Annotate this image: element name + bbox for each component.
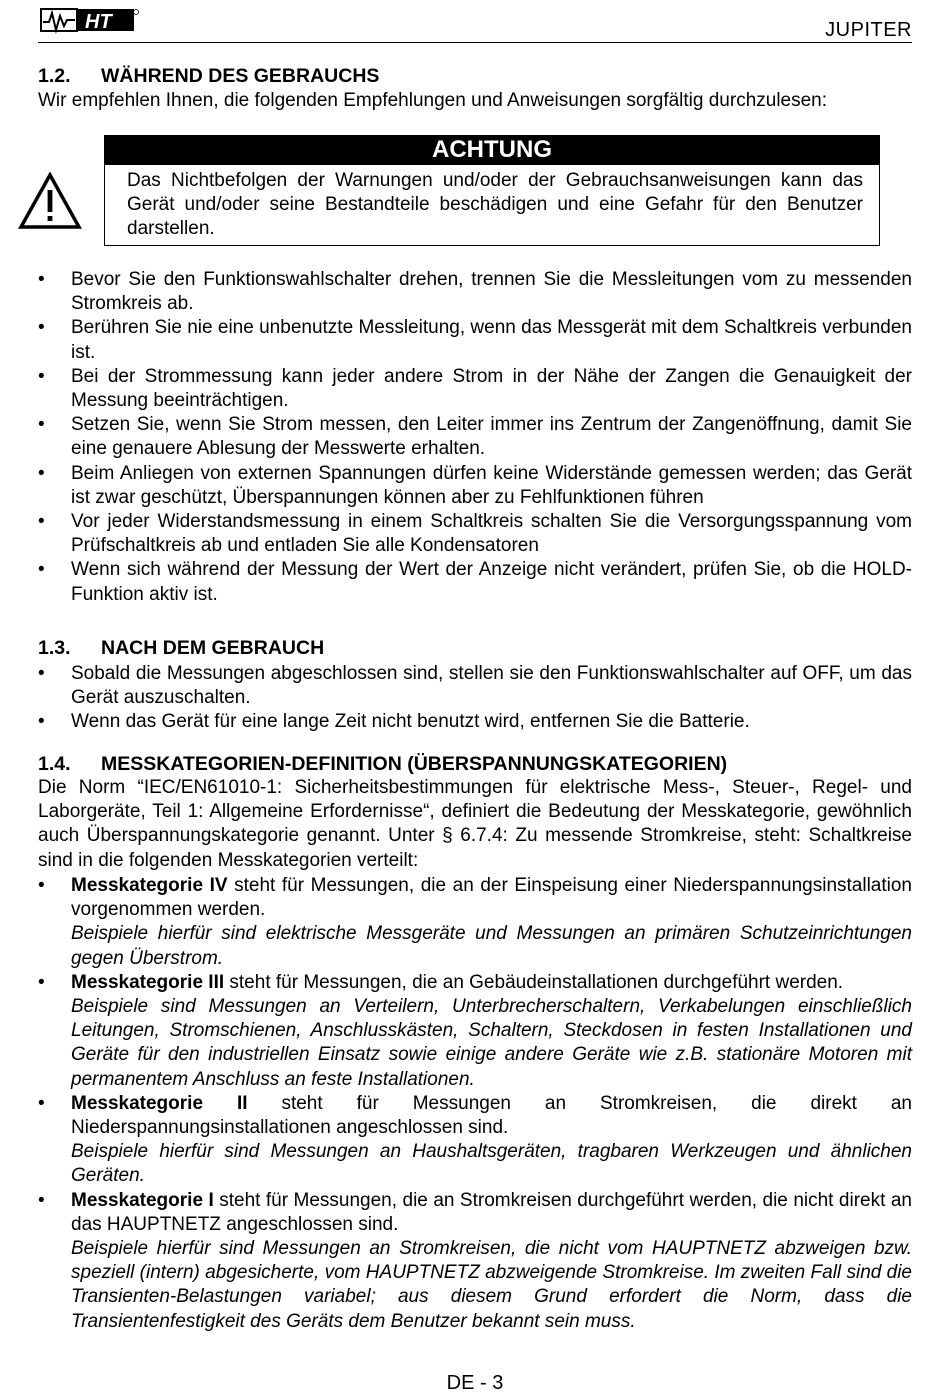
category-label: Messkategorie II [71,1092,248,1114]
category-list [38,874,912,1334]
svg-text:HT: HT [85,11,112,33]
list-item: • Messkategorie I steht für Messungen, die an Stromkreisen durchgeführt werden, die nicht direkt an das HAUPTNETZ angeschlossen sind. Beispiele hierfür sind Messungen an Stromkreisen, die nicht vom HAUPTNETZ abzweigen bzw. speziell (intern) abgesicherte, vom HAUPTNETZ abzweigende Stromkreise. Im zweiten Fall sind die Transienten-Belastungen variabel; aus diesem Grund erfordert die Norm, dass die Transientenfestigkeit des Geräts dem Benutzer bekannt sein muss. [38,1189,912,1334]
list-item: • Wenn das Gerät für eine lange Zeit nicht benutzt wird, entfernen Sie die Batterie. [38,710,912,734]
bullet-icon: • [38,317,45,339]
warning-box [104,135,880,246]
bullet-icon: • [38,875,45,896]
list-item: • Vor jeder Widerstandsmessung in einem Schaltkreis schalten Sie die Versorgungsspannung vom Prüfschaltkreis ab und entladen Sie alle Kondensatoren [38,511,912,557]
bullet-icon: • [38,269,45,290]
list-item: • Beim Anliegen von externen Spannungen dürfen keine Widerstände gemessen werden; das Gerät ist zwar geschützt, Überspannungen können aber zu Fehlfunktionen führen [38,462,912,508]
section-1-3-list [38,662,912,735]
bullet-icon: • [38,711,45,733]
bullet-icon: • [38,365,45,387]
section-1-4-intro: Die Norm “IEC/EN61010-1: Sicherheitsbestimmungen für elektrische Mess-, Steuer-, Regel- und Laborgeräte, Teil 1: Allgemeine Erfordernisse“, definiert die Bedeutung der Messkategorie, gewöhnlich auch Überspannungskategorie genannt. Unter § 6.7.4: Zu messende Stromkreise, steht: Schaltkreise sind in die folgenden Messkategorien verteilt: [38,777,912,871]
section-1-2-intro: Wir empfehlen Ihnen, die folgenden Empfehlungen und Anweisungen sorgfältig durchzulesen: [38,90,828,111]
category-example: Beispiele hierfür sind Messungen an Stromkreisen, die nicht vom HAUPTNETZ abzweigen bzw. speziell (intern) abgesicherte, vom HAUPTNETZ abzweigende Stromkreise. Im zweiten Fall sind die Transienten-Belastungen variabel; aus diesem Grund erfordert die Norm, dass die Transientenfestigkeit des Geräts dem Benutzer bekannt sein muss. [71,1238,912,1332]
list-item: • Messkategorie II steht für Messungen an Stromkreisen, die direkt an Niederspannungsinstallationen angeschlossen sind. Beispiele hierfür sind Messungen an Haushaltsgeräten, tragbaren Werkzeugen und ähnlichen Geräten. [38,1092,912,1189]
category-label: Messkategorie I [71,1189,214,1211]
section-number: 1.3. [38,637,71,659]
page-number: DE - 3 [446,1372,504,1394]
section-1-2-heading [38,64,379,88]
bullet-icon: • [38,1189,45,1211]
list-item: • Bevor Sie den Funktionswahlschalter drehen, trennen Sie die Messleitungen vom zu messenden Stromkreis ab. [38,269,912,315]
page-header [38,6,912,43]
section-number: 1.2. [38,65,71,87]
bullet-icon: • [38,414,45,436]
bullet-icon: • [38,559,45,581]
list-item: • Setzen Sie, wenn Sie Strom messen, den Leiter immer ins Zentrum der Zangenöffnung, damit Sie eine genauere Ablesung der Messwerte erhalten. [38,414,912,460]
section-number: 1.4. [38,753,71,775]
list-item: • Wenn sich während der Messung der Wert der Anzeige nicht verändert, prüfen Sie, ob die HOLD-Funktion aktiv ist. [38,559,912,605]
ht-logo-icon [40,8,140,36]
category-example: Beispiele hierfür sind Messungen an Haushaltsgeräten, tragbaren Werkzeugen und ähnlichen Geräten. [71,1141,912,1187]
list-item: • Messkategorie III steht für Messungen, die an Gebäudeinstallationen durchgeführt werden. Beispiele sind Messungen an Verteilern, Unterbrecherschaltern, Verkabelungen einschließlich Leitungen, Stromschienen, Anschlusskästen, Schaltern, Steckdosen in festen Installationen und Geräte für den industriellen Einsatz sowie einige andere Geräte wie z.B. stationäre Motoren mit permanentem Anschluss an feste Installationen. [38,971,912,1092]
bullet-icon: • [38,462,45,484]
list-item: • Messkategorie IV steht für Messungen, die an der Einspeisung einer Niederspannungsinstallation vorgenommen werden. Beispiele hierfür sind elektrische Messgeräte und Messungen an primären Schutzeinrichtungen gegen Überstrom. [38,874,912,971]
warning-triangle-icon [18,172,82,230]
section-1-3-heading [38,636,324,660]
warning-heading: ACHTUNG [104,135,880,165]
category-label: Messkategorie IV [71,875,228,896]
list-item: • Sobald die Messungen abgeschlossen sind, stellen sie den Funktionswahlschalter auf OFF, um das Gerät auszuschalten. [38,663,912,709]
bullet-icon: • [38,511,45,533]
list-item: • Berühren Sie nie eine unbenutzte Messleitung, wenn das Messgerät mit dem Schaltkreis verbunden ist. [38,317,912,363]
list-item: • Bei der Strommessung kann jeder andere Strom in der Nähe der Zangen die Genauigkeit der Messung beeinträchtigen. [38,365,912,412]
document-title: JUPITER [825,19,912,41]
category-label: Messkategorie III [71,971,225,993]
category-example: Beispiele hierfür sind elektrische Messgeräte und Messungen an primären Schutzeinrichtungen gegen Überstrom. [71,923,912,969]
bullet-icon: • [38,1092,45,1114]
bullet-icon: • [38,663,45,684]
section-title: MESSKATEGORIEN-DEFINITION (ÜBERSPANNUNGSKATEGORIEN) [101,753,728,775]
section-title: NACH DEM GEBRAUCH [101,637,325,659]
section-1-4-heading [38,752,727,776]
bullet-icon: • [38,971,45,993]
section-title: WÄHREND DES GEBRAUCHS [101,65,380,87]
warning-text: Das Nichtbefolgen der Warnungen und/oder der Gebrauchsanweisungen kann das Gerät und/oder seine Bestandteile beschädigen und eine Gefahr für den Benutzer darstellen. [104,165,880,246]
category-example: Beispiele sind Messungen an Verteilern, Unterbrecherschaltern, Verkabelungen einschließlich Leitungen, Stromschienen, Anschlusskästen, Schaltern, Steckdosen in festen Installationen und Geräte für den industriellen Einsatz sowie einige andere Geräte wie z.B. stationäre Motoren mit permanentem Anschluss an feste Installationen. [71,996,912,1090]
section-1-2-list [38,268,912,607]
